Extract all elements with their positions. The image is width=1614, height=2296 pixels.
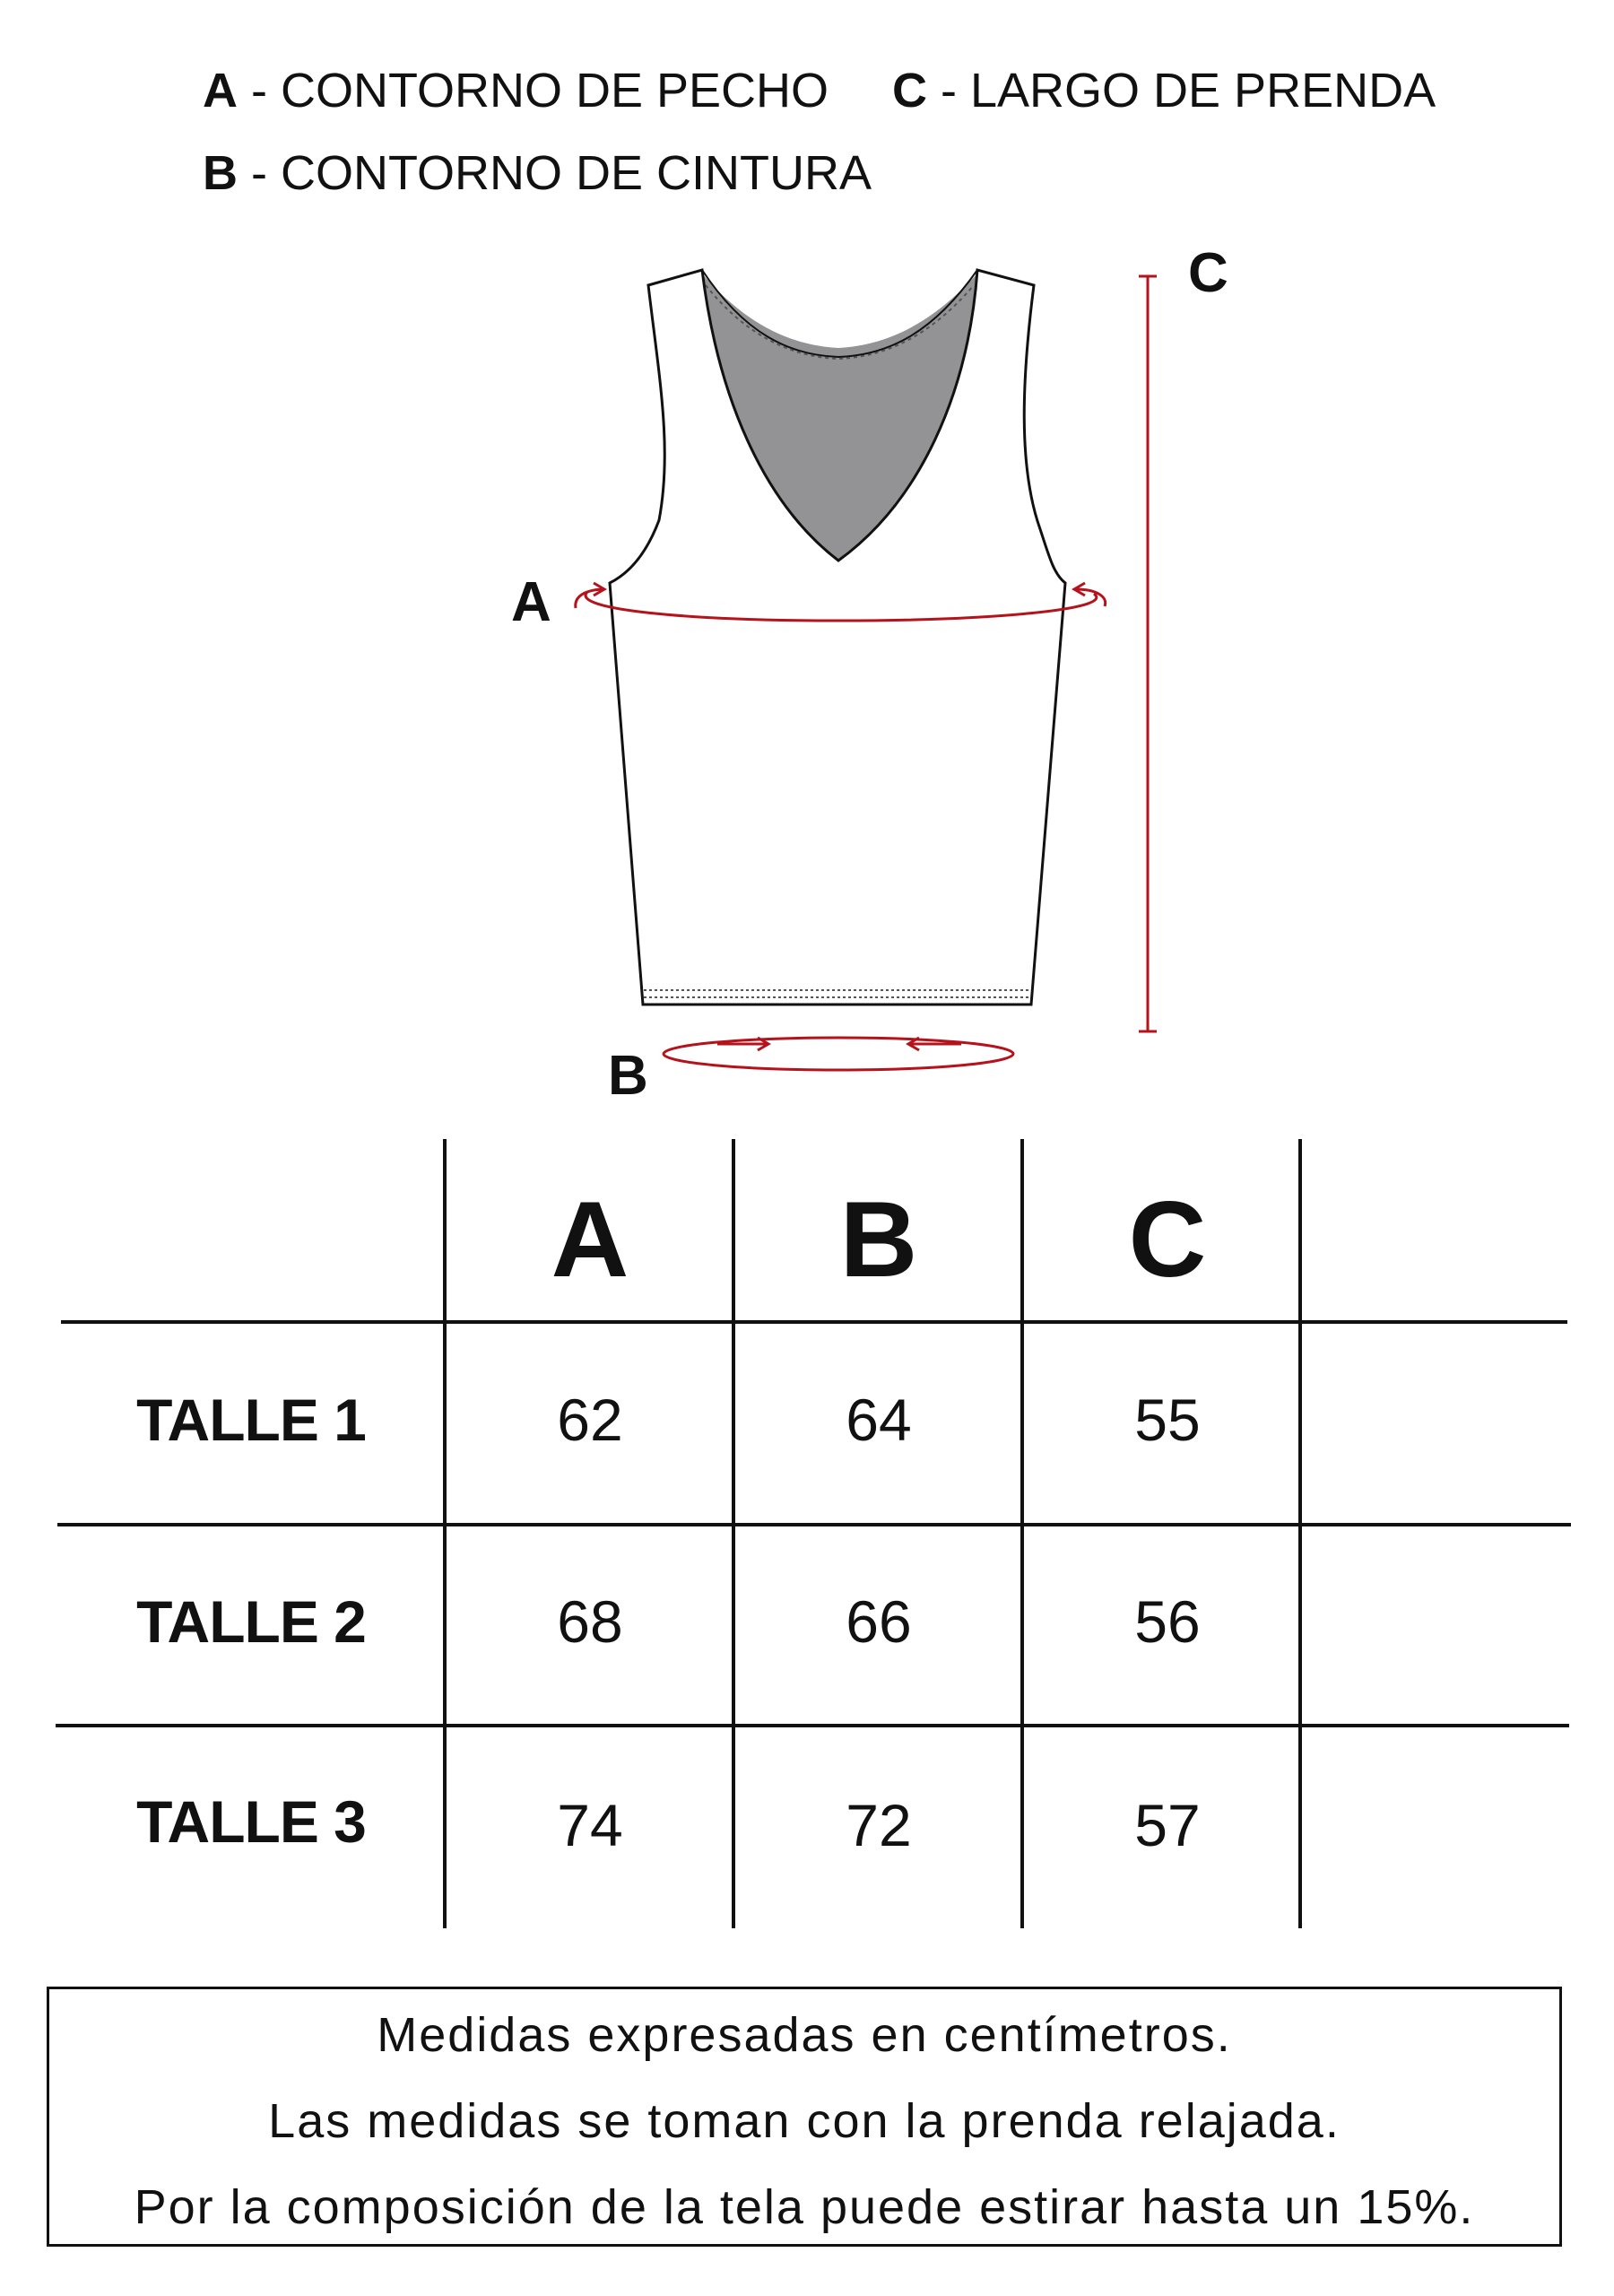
- column-header-b: B: [839, 1179, 918, 1300]
- garment-diagram: [0, 0, 1614, 1130]
- size-table: [0, 1139, 1614, 1937]
- cell-talle-3-c: 57: [1134, 1792, 1201, 1858]
- cell-talle-3-a: 74: [557, 1792, 623, 1858]
- measure-b-ellipse: [664, 1038, 1013, 1070]
- legend-text-c: - LARGO DE PRENDA: [927, 64, 1436, 117]
- notes-box: [47, 1987, 1562, 2247]
- table-hline-2: [57, 1523, 1571, 1526]
- diagram-label-c: C: [1188, 242, 1228, 304]
- row-label-talle-1: TALLE 1: [136, 1387, 366, 1453]
- cell-talle-1-b: 64: [846, 1387, 912, 1453]
- cell-talle-2-a: 68: [557, 1588, 623, 1655]
- legend-letter-b: B: [203, 146, 238, 200]
- column-header-c: C: [1128, 1179, 1207, 1300]
- table-hline-1: [61, 1320, 1567, 1324]
- diagram-label-b: B: [608, 1045, 648, 1107]
- legend-letter-c: C: [892, 64, 927, 117]
- cell-talle-3-b: 72: [846, 1792, 912, 1858]
- legend-text-a: - CONTORNO DE PECHO: [238, 64, 829, 117]
- row-label-talle-3: TALLE 3: [136, 1788, 366, 1855]
- legend-letter-a: A: [203, 64, 238, 117]
- cell-talle-1-c: 55: [1134, 1387, 1201, 1453]
- legend-text-b: - CONTORNO DE CINTURA: [238, 146, 872, 200]
- measure-a-ellipse: [586, 592, 1097, 621]
- note-units: Medidas expresadas en centímetros.: [377, 2008, 1232, 2062]
- cell-talle-1-a: 62: [557, 1387, 623, 1453]
- note-relaxed-garment: Las medidas se toman con la prenda relajada.: [268, 2094, 1341, 2148]
- cell-talle-2-c: 56: [1134, 1588, 1201, 1655]
- cell-talle-2-b: 66: [846, 1588, 912, 1655]
- column-header-a: A: [551, 1179, 629, 1300]
- row-label-talle-2: TALLE 2: [136, 1588, 366, 1655]
- diagram-label-a: A: [511, 571, 551, 633]
- table-hline-3: [56, 1724, 1569, 1727]
- note-stretch: Por la composición de la tela puede estirar hasta un 15%.: [134, 2180, 1475, 2234]
